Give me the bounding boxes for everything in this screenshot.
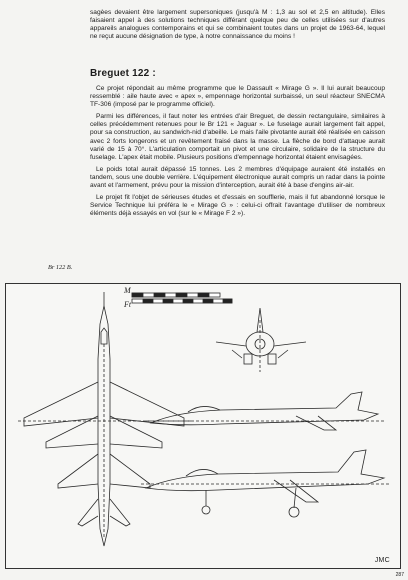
- artist-signature: JMC: [374, 557, 390, 564]
- plan-view: [18, 292, 192, 546]
- scale-label-ft: Ft: [124, 300, 132, 309]
- figure-caption: Br 122 B.: [48, 264, 73, 271]
- body-paragraph-3: Le poids total aurait dépassé 15 tonnes. Les 2 membres d'équipage auraient été installés en tandem, sous une double verrière. L'équipement électronique aurait compris un radar dans la pointe avant et l'armement, prévu pour la mission d'interception, aurait été à base d'engins air-air.: [90, 165, 385, 190]
- body-paragraph-4: Le projet fit l'objet de sérieuses études et d'essais en soufflerie, mais il fut abandonné lorsque le Service Technique lui préféra le « Mirage G » : celui-ci offrait l'avantage d'utiliser de nombreux éléments déjà essayés en vol (sur le « Mirage F 2 »).: [90, 194, 385, 218]
- intro-text-block: [90, 9, 385, 45]
- side-view-lower: [141, 450, 391, 517]
- body-paragraph-1: Ce projet répondait au même programme que le Dassault « Mirage G ». Il lui aurait beaucoup ressemblé : aile haute avec « apex », empennage horizontal surbaissé, un seul réacteur SNECMA TF-306 (imposé par le programme officiel).: [90, 85, 385, 109]
- body-paragraph-2: Parmi les différences, il faut noter les entrées d'air Breguet, de dessin rectangulaire, similaires à celles précédemment retenues pour le Br 121 « Jaguar ». Le fuselage aurait largement fait appel, pour sa construction, au sandwich-nid d'abeille. Le mais l'aile pivotante aurait été réalisée en caisson avec 2 forts longerons et un revêtement fraisé dans la masse. La flèche de bord d'attaque aurait varié de 15 à 70°. L'articulation comportait un pivot et une circulaire, solidaire de la structure du fuselage. L'apex était mobile. Plusieurs positions d'empennage horizontal étaient envisagées.: [90, 113, 385, 161]
- intro-paragraph: sagèes devaient être largement supersoniques (jusqu'à M : 1,3 au sol et 2,5 en altitude). Elles faisaient appel à des solutions techniques différant quelque peu de celles utilisées sur d'autres appareils analogues contemporains et qui se combinaient toutes dans un projet de 1963-64, lequel ne reçut aucune désignation de type, à notre connaissance du moins !: [90, 9, 385, 41]
- side-view-upper: [146, 392, 384, 430]
- section-heading: Breguet 122 :: [90, 68, 156, 79]
- scale-bar: [132, 293, 232, 303]
- section-body: [90, 85, 385, 222]
- three-view-drawing: [6, 284, 402, 570]
- scale-label-m: M: [124, 286, 131, 295]
- front-view: [216, 308, 306, 372]
- three-view-drawing-plate: [5, 283, 401, 569]
- page-number: 287: [395, 572, 404, 578]
